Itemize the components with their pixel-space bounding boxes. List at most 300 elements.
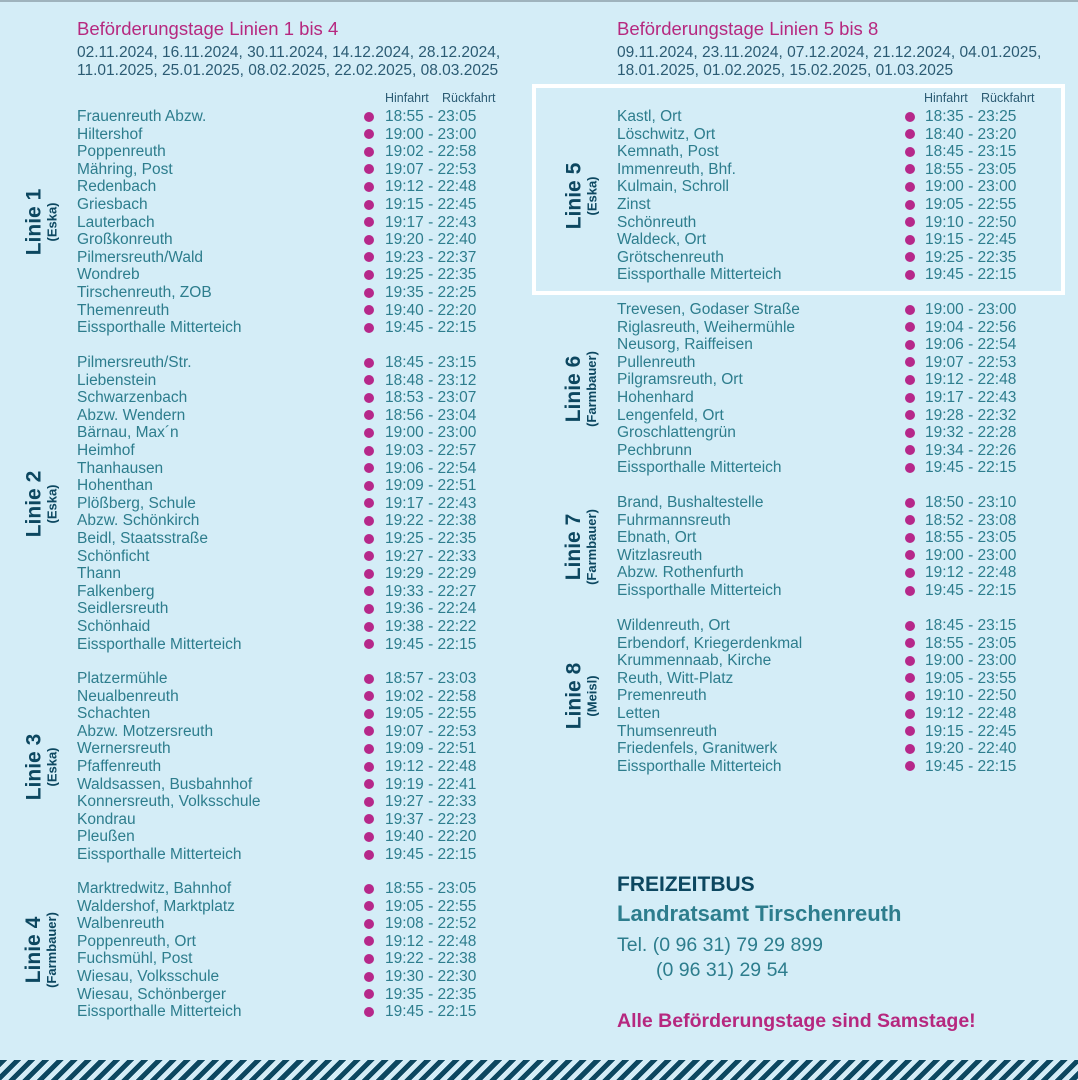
line-label-8 xyxy=(558,617,604,775)
bullet-dot-icon xyxy=(905,726,915,736)
freizeitbus-title: FREIZEITBUS xyxy=(617,873,755,896)
line-operator: (Eska) xyxy=(44,484,59,524)
left-rueckfahrt-header: Rückfahrt xyxy=(442,91,496,105)
stop-row xyxy=(77,108,505,126)
stop-name: Bärnau, Max´n xyxy=(77,424,179,442)
stop-time: 19:06 - 22:54 xyxy=(385,459,477,477)
stop-name: Mähring, Post xyxy=(77,160,173,178)
bullet-dot-icon xyxy=(364,393,374,403)
bullet-dot-icon xyxy=(905,533,915,543)
line-operator: (Eska) xyxy=(584,176,599,216)
bullet-dot-icon xyxy=(364,270,374,280)
stop-time: 18:52 - 23:08 xyxy=(925,511,1017,529)
stop-name: Wiesau, Volksschule xyxy=(77,968,220,985)
stop-row xyxy=(77,530,505,548)
line-operator: (Farmbauer) xyxy=(584,508,600,585)
stop-name: Pleußen xyxy=(77,828,135,846)
stop-row xyxy=(617,494,1045,512)
bullet-dot-icon xyxy=(905,744,915,754)
stop-row xyxy=(617,407,1045,425)
bullet-dot-icon xyxy=(364,217,374,227)
stop-name: Pfaffenreuth xyxy=(77,758,162,775)
stop-time: 19:17 - 22:43 xyxy=(385,494,477,512)
stop-name: Krummennaab, Kirche xyxy=(617,652,772,670)
bullet-dot-icon xyxy=(364,164,374,174)
stop-time: 19:07 - 22:53 xyxy=(925,353,1017,371)
stop-row xyxy=(77,372,505,390)
stop-name: Thanhausen xyxy=(77,459,164,477)
stop-row xyxy=(617,301,1045,319)
stop-time: 19:17 - 22:43 xyxy=(385,213,477,231)
line-name: Linie 2 xyxy=(22,470,45,537)
right-days-dates: 09.11.2024, 23.11.2024, 07.12.2024, 21.12.2024, 04.01.2025, 18.01.2025, 01.02.2025, 15.02.2025, 01.03.2025 xyxy=(617,44,1042,79)
bullet-dot-icon xyxy=(364,691,374,701)
bullet-dot-icon xyxy=(905,164,915,174)
bullet-dot-icon xyxy=(364,358,374,368)
bullet-dot-icon xyxy=(364,604,374,614)
stop-row xyxy=(77,512,505,530)
stop-name: Eissporthalle Mitterteich xyxy=(617,459,782,477)
stop-time: 19:12 - 22:48 xyxy=(925,564,1017,582)
stop-time: 19:22 - 22:38 xyxy=(385,950,477,968)
stop-name: Seidlersreuth xyxy=(77,600,169,618)
stop-row xyxy=(77,565,505,583)
bullet-dot-icon xyxy=(905,568,915,578)
stop-time: 18:55 - 23:05 xyxy=(925,160,1017,178)
stop-name: Wernersreuth xyxy=(77,740,171,758)
bullet-dot-icon xyxy=(364,147,374,157)
stop-time: 19:45 - 22:15 xyxy=(385,846,477,863)
line-operator: (Farmbauer) xyxy=(584,351,600,427)
top-border xyxy=(0,0,1078,2)
left-days-title: Beförderungstage Linien 1 bis 4 xyxy=(77,18,339,39)
stop-time: 19:36 - 22:24 xyxy=(385,600,477,618)
bullet-dot-icon xyxy=(364,674,374,684)
stop-name: Löschwitz, Ort xyxy=(617,125,716,143)
line-label-text xyxy=(563,509,599,585)
bullet-dot-icon xyxy=(364,1007,374,1017)
bullet-dot-icon xyxy=(364,901,374,911)
stop-name: Poppenreuth xyxy=(77,143,166,161)
bullet-dot-icon xyxy=(905,463,915,473)
stop-row xyxy=(617,178,1045,196)
line-operator: (Eska) xyxy=(44,202,59,242)
bullet-dot-icon xyxy=(364,182,374,192)
stop-time: 19:12 - 22:48 xyxy=(385,932,477,950)
bullet-dot-icon xyxy=(364,534,374,544)
stop-row xyxy=(77,583,505,601)
stop-name: Falkenberg xyxy=(77,582,155,600)
stop-row xyxy=(77,442,505,460)
bullet-dot-icon xyxy=(364,814,374,824)
bullet-dot-icon xyxy=(364,428,374,438)
stop-name: Kondrau xyxy=(77,810,136,828)
stop-time: 19:29 - 22:29 xyxy=(385,565,477,583)
stop-name: Wiesau, Schönberger xyxy=(77,985,227,1003)
stop-time: 19:40 - 22:20 xyxy=(385,828,477,846)
stop-row xyxy=(77,407,505,425)
landratsamt-subtitle: Landratsamt Tirschenreuth xyxy=(617,901,902,926)
stop-time: 19:30 - 22:30 xyxy=(385,968,477,985)
stop-time: 19:37 - 22:23 xyxy=(385,810,477,828)
stop-time: 19:45 - 22:15 xyxy=(925,459,1017,477)
stop-row xyxy=(617,652,1045,670)
stop-time: 19:15 - 22:45 xyxy=(925,722,1017,740)
stop-name: Schönficht xyxy=(77,547,150,565)
stop-row xyxy=(617,564,1045,582)
saturday-note: Alle Beförderungstage sind Samstage! xyxy=(617,1010,976,1032)
stop-row xyxy=(77,758,505,776)
stop-row xyxy=(77,548,505,566)
stop-time: 19:27 - 22:33 xyxy=(385,547,477,565)
stop-time: 19:15 - 22:45 xyxy=(385,196,477,213)
stop-time: 18:35 - 23:25 xyxy=(925,108,1017,125)
line-name: Linie 7 xyxy=(562,513,586,581)
stop-name: Wildenreuth, Ort xyxy=(617,617,730,634)
bullet-dot-icon xyxy=(364,762,374,772)
stop-time: 19:12 - 22:48 xyxy=(925,705,1017,722)
line-label-3 xyxy=(18,670,64,864)
bullet-dot-icon xyxy=(364,797,374,807)
stop-time: 19:40 - 22:20 xyxy=(385,301,477,319)
stop-name: Reuth, Witt-Platz xyxy=(617,669,734,687)
stop-time: 19:28 - 22:32 xyxy=(925,406,1017,424)
stop-time: 19:12 - 22:48 xyxy=(385,758,477,775)
stop-row xyxy=(77,477,505,495)
stop-name: Themenreuth xyxy=(77,301,170,319)
stop-name: Brand, Bushaltestelle xyxy=(617,494,764,511)
stop-name: Beidl, Staatsstraße xyxy=(77,530,208,547)
stop-time: 19:34 - 22:26 xyxy=(925,441,1017,459)
line-name: Linie 8 xyxy=(562,662,585,730)
stop-row xyxy=(77,898,505,916)
bullet-dot-icon xyxy=(364,884,374,894)
stop-name: Walbenreuth xyxy=(77,915,165,933)
stop-row xyxy=(77,933,505,951)
line-label-2 xyxy=(18,354,64,653)
bullet-dot-icon xyxy=(905,586,915,596)
stop-name: Waldeck, Ort xyxy=(617,231,706,249)
left-days-dates: 02.11.2024, 16.11.2024, 30.11.2024, 14.12.2024, 28.12.2024, 11.01.2025, 25.01.2025, 08.02.2025, 22.02.2025, 08.03.2025 xyxy=(77,44,501,79)
stop-time: 19:00 - 23:00 xyxy=(925,301,1017,318)
stop-time: 19:04 - 22:56 xyxy=(925,318,1017,336)
stop-row xyxy=(617,354,1045,372)
stop-row xyxy=(617,196,1045,214)
stop-name: Groschlattengrün xyxy=(617,424,736,442)
stop-row xyxy=(77,161,505,179)
bullet-dot-icon xyxy=(905,322,915,332)
stop-name: Eissporthalle Mitterteich xyxy=(617,757,782,775)
stop-name: Neualbenreuth xyxy=(77,687,179,705)
line-operator: (Farmbauer) xyxy=(44,912,60,989)
line-label-7 xyxy=(558,494,604,600)
stop-name: Pilmersreuth/Str. xyxy=(77,354,192,371)
stop-row xyxy=(617,389,1045,407)
bullet-dot-icon xyxy=(364,936,374,946)
line-label-text xyxy=(23,734,59,801)
line-label-text xyxy=(23,189,59,256)
bullet-dot-icon xyxy=(364,919,374,929)
bullet-dot-icon xyxy=(364,709,374,719)
line-name: Linie 6 xyxy=(562,355,586,423)
stop-row xyxy=(617,529,1045,547)
stop-time: 19:02 - 22:58 xyxy=(385,143,477,161)
bullet-dot-icon xyxy=(905,340,915,350)
stop-time: 18:50 - 23:10 xyxy=(925,494,1017,511)
stop-name: Letten xyxy=(617,705,661,722)
line-label-text xyxy=(563,663,599,730)
stop-time: 19:33 - 22:27 xyxy=(385,582,477,600)
line-label-1 xyxy=(18,108,64,337)
stop-name: Tirschenreuth, ZOB xyxy=(77,284,212,301)
stop-name: Hohenhard xyxy=(617,389,694,406)
stop-row xyxy=(77,776,505,794)
stop-name: Pilgramsreuth, Ort xyxy=(617,371,743,389)
bullet-dot-icon xyxy=(905,375,915,385)
stop-name: Pilmersreuth/Wald xyxy=(77,248,204,266)
stop-time: 19:00 - 23:00 xyxy=(385,125,477,143)
stop-time: 19:15 - 22:45 xyxy=(925,231,1017,249)
stop-row xyxy=(77,986,505,1004)
stop-row xyxy=(77,740,505,758)
line-name: Linie 4 xyxy=(22,917,46,984)
stop-time: 19:38 - 22:22 xyxy=(385,618,477,635)
stop-name: Abzw. Rothenfurth xyxy=(617,564,744,582)
bullet-dot-icon xyxy=(905,761,915,771)
stop-time: 18:45 - 23:15 xyxy=(925,617,1017,634)
stop-row xyxy=(617,249,1045,267)
line-label-text xyxy=(563,351,599,427)
stop-row xyxy=(77,284,505,302)
stop-name: Zinst xyxy=(617,196,651,213)
bullet-dot-icon xyxy=(364,779,374,789)
stop-row xyxy=(77,968,505,986)
stop-time: 19:45 - 22:15 xyxy=(385,1003,477,1021)
stop-time: 18:40 - 23:20 xyxy=(925,125,1017,143)
bullet-dot-icon xyxy=(364,972,374,982)
stop-row xyxy=(77,319,505,337)
stop-row xyxy=(77,249,505,267)
stop-time: 19:25 - 22:35 xyxy=(925,248,1017,266)
stop-time: 19:45 - 22:15 xyxy=(385,319,477,337)
stop-time: 19:08 - 22:52 xyxy=(385,915,477,933)
stop-time: 19:22 - 22:38 xyxy=(385,512,477,530)
line-label-text xyxy=(563,163,599,230)
stop-name: Eissporthalle Mitterteich xyxy=(77,1003,242,1021)
bullet-dot-icon xyxy=(364,410,374,420)
stop-row xyxy=(617,459,1045,477)
bullet-dot-icon xyxy=(364,323,374,333)
stop-name: Witzlasreuth xyxy=(617,546,703,564)
stop-row xyxy=(617,336,1045,354)
stop-row xyxy=(77,214,505,232)
stop-time: 18:56 - 23:04 xyxy=(385,406,477,424)
line-name: Linie 3 xyxy=(22,733,45,801)
stop-time: 19:07 - 22:53 xyxy=(385,160,477,178)
bullet-dot-icon xyxy=(364,744,374,754)
bullet-dot-icon xyxy=(905,691,915,701)
bullet-dot-icon xyxy=(364,305,374,315)
stop-row xyxy=(77,618,505,636)
stop-row xyxy=(77,389,505,407)
stop-name: Immenreuth, Bhf. xyxy=(617,160,736,178)
stop-row xyxy=(617,547,1045,565)
stop-name: Poppenreuth, Ort xyxy=(77,932,196,950)
stop-time: 19:03 - 22:57 xyxy=(385,442,477,459)
bullet-dot-icon xyxy=(905,410,915,420)
line-label-4 xyxy=(18,880,64,1021)
bullet-dot-icon xyxy=(905,252,915,262)
bullet-dot-icon xyxy=(364,726,374,736)
stop-row xyxy=(77,636,505,654)
stop-time: 19:27 - 22:33 xyxy=(385,793,477,811)
line-name: Linie 5 xyxy=(562,162,585,230)
bullet-dot-icon xyxy=(905,656,915,666)
phone-line-2: (0 96 31) 29 54 xyxy=(656,959,789,981)
bullet-dot-icon xyxy=(905,393,915,403)
stop-time: 19:19 - 22:41 xyxy=(385,775,477,793)
stop-name: Schachten xyxy=(77,705,151,723)
stop-time: 18:55 - 23:05 xyxy=(925,634,1017,652)
stop-time: 19:45 - 22:15 xyxy=(925,582,1017,599)
stop-row xyxy=(617,143,1045,161)
stop-name: Frauenreuth Abzw. xyxy=(77,108,207,125)
stop-time: 18:45 - 23:15 xyxy=(385,354,477,371)
stop-row xyxy=(77,723,505,741)
stop-time: 19:12 - 22:48 xyxy=(385,178,477,196)
stop-row xyxy=(617,758,1045,776)
stop-row xyxy=(617,424,1045,442)
stop-time: 19:05 - 23:55 xyxy=(925,669,1017,687)
bullet-dot-icon xyxy=(905,235,915,245)
stop-name: Friedenfels, Granitwerk xyxy=(617,740,778,758)
bullet-dot-icon xyxy=(905,638,915,648)
stop-time: 19:12 - 22:48 xyxy=(925,371,1017,389)
stop-name: Heimhof xyxy=(77,442,135,459)
bullet-dot-icon xyxy=(905,621,915,631)
stop-time: 18:55 - 23:05 xyxy=(385,108,477,125)
stop-row xyxy=(77,811,505,829)
line-name: Linie 1 xyxy=(22,189,45,256)
bullet-dot-icon xyxy=(905,217,915,227)
stop-name: Hohenthan xyxy=(77,477,153,495)
bullet-dot-icon xyxy=(905,428,915,438)
stop-time: 18:48 - 23:12 xyxy=(385,371,477,389)
bullet-dot-icon xyxy=(364,200,374,210)
bullet-dot-icon xyxy=(905,182,915,192)
line-operator: (Eska) xyxy=(44,747,59,787)
left-hinfahrt-header: Hinfahrt xyxy=(385,91,429,105)
bullet-dot-icon xyxy=(364,481,374,491)
stop-time: 19:10 - 22:50 xyxy=(925,687,1017,705)
stop-row xyxy=(77,495,505,513)
stop-time: 19:07 - 22:53 xyxy=(385,722,477,740)
right-hinfahrt-header: Hinfahrt xyxy=(924,91,968,105)
line-label-6 xyxy=(558,301,604,477)
stop-name: Trevesen, Godaser Straße xyxy=(617,301,800,318)
bullet-dot-icon xyxy=(364,288,374,298)
stop-name: Schönhaid xyxy=(77,618,151,635)
bullet-dot-icon xyxy=(905,270,915,280)
line-label-5 xyxy=(558,108,604,284)
bullet-dot-icon xyxy=(364,516,374,526)
bullet-dot-icon xyxy=(364,989,374,999)
bullet-dot-icon xyxy=(905,445,915,455)
stop-name: Griesbach xyxy=(77,196,148,213)
bullet-dot-icon xyxy=(364,850,374,860)
bullet-dot-icon xyxy=(364,463,374,473)
stop-row xyxy=(77,424,505,442)
stop-name: Marktredwitz, Bahnhof xyxy=(77,880,232,897)
stop-time: 18:55 - 23:05 xyxy=(385,880,477,897)
stop-time: 19:23 - 22:37 xyxy=(385,248,477,266)
stop-row xyxy=(77,231,505,249)
stop-time: 19:05 - 22:55 xyxy=(385,897,477,915)
right-days-title: Beförderungstage Linien 5 bis 8 xyxy=(617,18,879,39)
stop-name: Neusorg, Raiffeisen xyxy=(617,336,753,354)
stop-name: Eissporthalle Mitterteich xyxy=(77,319,242,337)
stop-row xyxy=(617,319,1045,337)
stop-name: Pullenreuth xyxy=(617,353,696,371)
stop-time: 19:09 - 22:51 xyxy=(385,477,477,495)
stop-row xyxy=(77,600,505,618)
stop-row xyxy=(617,687,1045,705)
bullet-dot-icon xyxy=(364,446,374,456)
stop-row xyxy=(77,793,505,811)
stop-name: Erbendorf, Kriegerdenkmal xyxy=(617,634,803,652)
stop-row xyxy=(617,723,1045,741)
stop-time: 19:10 - 22:50 xyxy=(925,213,1017,231)
stop-time: 19:25 - 22:35 xyxy=(385,530,477,547)
stop-name: Waldsassen, Busbahnhof xyxy=(77,775,253,793)
stop-row xyxy=(77,880,505,898)
bullet-dot-icon xyxy=(905,498,915,508)
stop-row xyxy=(617,161,1045,179)
stop-row xyxy=(617,635,1045,653)
stop-time: 19:00 - 23:00 xyxy=(385,424,477,442)
stop-row xyxy=(617,214,1045,232)
stop-time: 19:09 - 22:51 xyxy=(385,740,477,758)
stop-name: Thann xyxy=(77,565,121,583)
line-operator: (Meisl) xyxy=(584,675,599,717)
stop-row xyxy=(77,266,505,284)
stop-row xyxy=(617,670,1045,688)
stop-row xyxy=(617,231,1045,249)
stop-row xyxy=(617,582,1045,600)
stop-name: Plößberg, Schule xyxy=(77,494,196,512)
stop-name: Grötschenreuth xyxy=(617,248,724,266)
bullet-dot-icon xyxy=(364,375,374,385)
bullet-dot-icon xyxy=(905,709,915,719)
stop-row xyxy=(77,178,505,196)
stop-name: Abzw. Motzersreuth xyxy=(77,722,214,740)
stop-name: Abzw. Wendern xyxy=(77,406,186,424)
stop-name: Kastl, Ort xyxy=(617,108,682,125)
stop-row xyxy=(77,670,505,688)
stop-time: 19:00 - 23:00 xyxy=(925,652,1017,670)
bullet-dot-icon xyxy=(905,200,915,210)
stop-name: Hiltershof xyxy=(77,125,143,143)
stop-name: Abzw. Schönkirch xyxy=(77,512,200,530)
stop-name: Fuhrmannsreuth xyxy=(617,511,731,529)
bullet-dot-icon xyxy=(905,357,915,367)
stop-row xyxy=(77,1003,505,1021)
stop-time: 19:20 - 22:40 xyxy=(925,740,1017,758)
bullet-dot-icon xyxy=(364,569,374,579)
bullet-dot-icon xyxy=(905,147,915,157)
bullet-dot-icon xyxy=(905,129,915,139)
stop-name: Eissporthalle Mitterteich xyxy=(617,266,782,284)
